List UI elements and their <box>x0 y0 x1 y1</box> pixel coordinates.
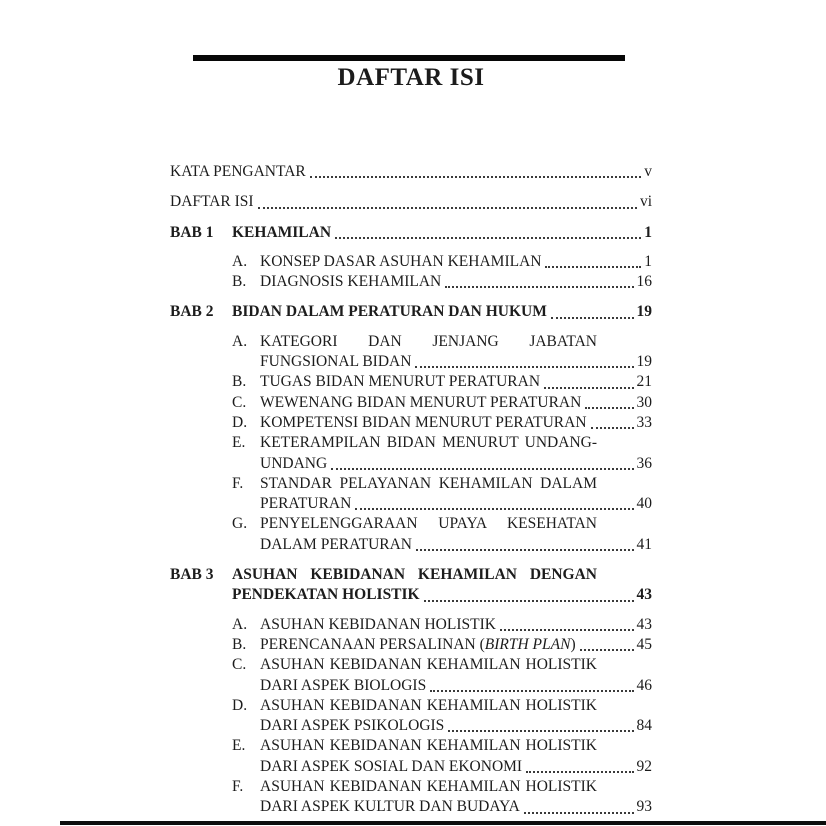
item-row <box>170 433 652 474</box>
entry-text: DARI ASPEK SOSIAL DAN EKONOMI <box>260 757 523 775</box>
entry-text: PENDEKATAN HOLISTIK <box>232 586 420 604</box>
item-title <box>260 615 652 635</box>
dot-leader <box>310 176 642 178</box>
entry-last-line <box>260 615 652 635</box>
item-letter: A. <box>232 615 248 633</box>
page-number: 43 <box>636 586 652 604</box>
dot-leader <box>591 427 634 429</box>
chapter-label: BAB 3 <box>170 566 214 584</box>
entry-last-line <box>260 635 652 655</box>
chapter-items <box>170 252 652 293</box>
entry-text: WEWENANG BIDAN MENURUT PERATURAN <box>260 393 582 411</box>
item-letter: A. <box>232 252 248 270</box>
item-letter: F. <box>232 778 244 796</box>
chapter-items <box>170 332 652 555</box>
dot-leader <box>331 468 633 470</box>
dot-leader <box>580 649 634 651</box>
item-row <box>170 696 652 737</box>
entry-text: UNDANG <box>260 454 328 472</box>
entry-text: DARI ASPEK BIOLOGIS <box>260 676 427 694</box>
item-letter: C. <box>232 656 247 674</box>
entry-text: ASUHAN KEBIDANAN HOLISTIK <box>260 615 496 633</box>
entry-text: DARI ASPEK KULTUR DAN BUDAYA <box>260 798 520 816</box>
toc-entry-front <box>170 192 652 212</box>
item-row <box>170 272 652 292</box>
page-number: 19 <box>636 303 652 321</box>
item-title <box>260 635 652 655</box>
item-title <box>260 393 652 413</box>
dot-leader <box>335 237 641 239</box>
chapter-row <box>170 302 652 322</box>
item-row <box>170 332 652 373</box>
entry-last-line <box>260 797 652 817</box>
dot-leader <box>424 600 634 602</box>
entry-text: TUGAS BIDAN MENURUT PERATURAN <box>260 373 541 391</box>
entry-text-line: KETERAMPILAN BIDAN MENURUT UNDANG- <box>260 434 597 452</box>
page-number: 93 <box>636 798 652 816</box>
item-title <box>260 372 652 392</box>
entry-text-part: ) <box>570 635 576 653</box>
item-title <box>260 252 652 272</box>
dot-leader <box>545 266 641 268</box>
entry-text <box>260 635 576 655</box>
entry-text-line: ASUHAN KEBIDANAN KEHAMILAN HOLISTIK <box>260 696 597 714</box>
item-title <box>260 413 652 433</box>
item-letter: F. <box>232 474 244 492</box>
item-row <box>170 413 652 433</box>
entry-text-line: ASUHAN KEBIDANAN KEHAMILAN HOLISTIK <box>260 656 597 674</box>
item-letter: B. <box>232 273 247 291</box>
entry-last-line <box>260 716 652 736</box>
item-letter: D. <box>232 413 248 431</box>
page-number: 84 <box>636 717 652 735</box>
item-title <box>260 272 652 292</box>
page-number: 40 <box>636 495 652 513</box>
chapter-title <box>232 302 652 322</box>
page-number: 1 <box>644 252 652 270</box>
dot-leader <box>500 629 634 631</box>
chapter-label: BAB 2 <box>170 303 214 321</box>
item-letter: B. <box>232 373 247 391</box>
chapter-row <box>170 223 652 243</box>
page-number: 19 <box>636 353 652 371</box>
item-row <box>170 372 652 392</box>
entry-last-line <box>260 535 652 555</box>
item-title <box>260 332 652 373</box>
item-letter: C. <box>232 393 247 411</box>
chapter-row <box>170 565 652 606</box>
page-number: 1 <box>644 223 652 241</box>
item-row <box>170 393 652 413</box>
entry-text: DARI ASPEK PSIKOLOGIS <box>260 717 445 735</box>
chapter-label: BAB 1 <box>170 223 214 241</box>
dot-leader <box>526 771 633 773</box>
dot-leader <box>544 387 633 389</box>
dot-leader <box>524 812 634 814</box>
item-row <box>170 514 652 555</box>
dot-leader <box>355 508 633 510</box>
entry-text-line: PENYELENGGARAAN UPAYA KESEHATAN <box>260 515 597 533</box>
item-title <box>260 433 652 474</box>
item-title <box>260 474 652 515</box>
entry-last-line <box>260 272 652 292</box>
entry-last-line <box>260 676 652 696</box>
page-number: 16 <box>636 273 652 291</box>
item-letter: E. <box>232 737 246 755</box>
entry-text-line: ASUHAN KEBIDANAN KEHAMILAN HOLISTIK <box>260 737 597 755</box>
page-number: v <box>644 163 652 180</box>
dot-leader <box>448 730 633 732</box>
entry-last-line <box>260 393 652 413</box>
item-letter: D. <box>232 696 248 714</box>
page-number: 92 <box>636 757 652 775</box>
entry-last-line <box>260 372 652 392</box>
dot-leader <box>430 690 633 692</box>
entry-last-line <box>170 162 652 182</box>
page-title: DAFTAR ISI <box>337 64 485 91</box>
chapter-title <box>232 223 652 243</box>
entry-text: PERATURAN <box>260 495 352 513</box>
entry-text-line: KATEGORI DAN JENJANG JABATAN <box>260 332 597 350</box>
item-row <box>170 635 652 655</box>
bottom-edge-line <box>60 821 826 825</box>
title-rule <box>193 55 625 61</box>
dot-leader <box>585 407 633 409</box>
dot-leader <box>551 317 634 319</box>
page-number: 43 <box>636 615 652 633</box>
entry-text: KEHAMILAN <box>232 223 332 241</box>
page-number: 33 <box>636 413 652 431</box>
table-of-contents <box>170 162 652 826</box>
item-title <box>260 696 652 737</box>
entry-text-part: PERENCANAAN PERSALINAN ( <box>260 635 485 653</box>
item-row <box>170 655 652 696</box>
entry-text: KONSEP DASAR ASUHAN KEHAMILAN <box>260 252 542 270</box>
item-letter: B. <box>232 635 247 653</box>
item-row <box>170 777 652 818</box>
page-number: 21 <box>636 373 652 391</box>
item-row <box>170 474 652 515</box>
entry-last-line <box>260 352 652 372</box>
item-row <box>170 615 652 635</box>
item-row <box>170 252 652 272</box>
page-number: 46 <box>636 676 652 694</box>
item-title <box>260 736 652 777</box>
entry-text-line: ASUHAN KEBIDANAN KEHAMILAN DENGAN <box>232 566 597 584</box>
entry-text-line: STANDAR PELAYANAN KEHAMILAN DALAM <box>260 474 597 492</box>
entry-text: DALAM PERATURAN <box>260 535 412 553</box>
item-letter: G. <box>232 515 248 533</box>
entry-text: BIDAN DALAM PERATURAN DAN HUKUM <box>232 303 547 321</box>
entry-text: FUNGSIONAL BIDAN <box>260 353 412 371</box>
item-letter: E. <box>232 434 246 452</box>
entry-text-line: ASUHAN KEBIDANAN KEHAMILAN HOLISTIK <box>260 778 597 796</box>
page-number: 36 <box>636 454 652 472</box>
entry-last-line <box>260 494 652 514</box>
item-letter: A. <box>232 332 248 350</box>
entry-last-line <box>170 192 652 212</box>
entry-last-line <box>260 252 652 272</box>
chapter-items <box>170 615 652 818</box>
page-number: 41 <box>636 535 652 553</box>
entry-last-line <box>260 757 652 777</box>
toc-entry-front <box>170 162 652 182</box>
item-row <box>170 736 652 777</box>
item-title <box>260 777 652 818</box>
dot-leader <box>415 366 633 368</box>
page-number: vi <box>639 193 652 211</box>
page-number: 30 <box>636 393 652 411</box>
entry-last-line <box>232 302 652 322</box>
entry-text: DAFTAR ISI <box>170 193 254 211</box>
entry-last-line <box>260 413 652 433</box>
entry-text: DIAGNOSIS KEHAMILAN <box>260 273 442 291</box>
item-title <box>260 514 652 555</box>
entry-last-line <box>232 585 652 605</box>
entry-last-line <box>260 454 652 474</box>
chapter-title <box>232 565 652 606</box>
page-number: 45 <box>636 635 652 653</box>
entry-text: KATA PENGANTAR <box>170 163 306 180</box>
entry-text-italic: BIRTH PLAN <box>484 635 571 653</box>
entry-last-line <box>232 223 652 243</box>
item-title <box>260 655 652 696</box>
dot-leader <box>416 549 634 551</box>
dot-leader <box>258 207 637 209</box>
entry-text: KOMPETENSI BIDAN MENURUT PERATURAN <box>260 413 587 431</box>
dot-leader <box>445 286 633 288</box>
